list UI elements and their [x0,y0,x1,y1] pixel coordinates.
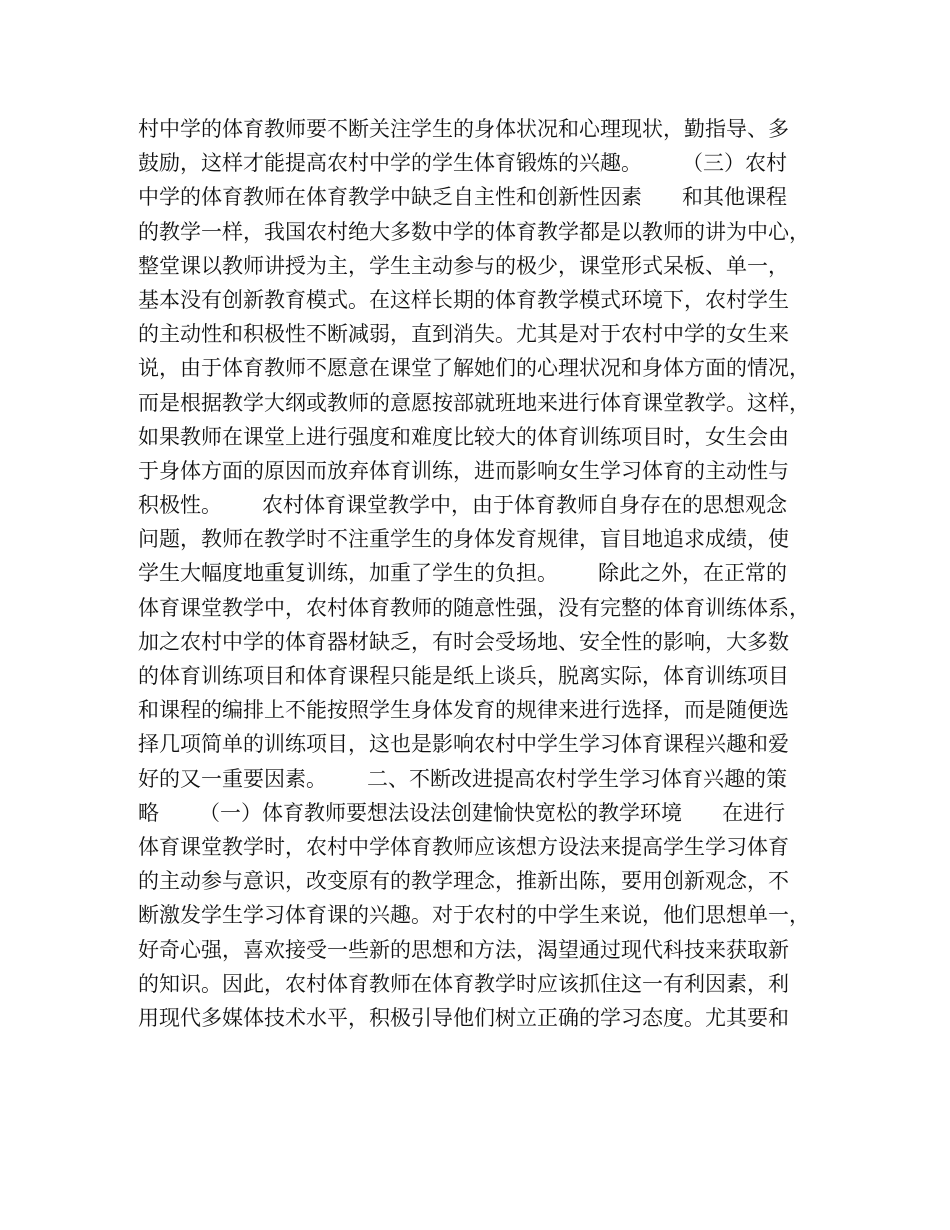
text-line: 问题，教师在教学时不注重学生的身体发育规律，盲目地追求成绩，使 [138,527,789,552]
text-line: 择几项简单的训练项目，这也是影响农村中学生学习体育课程兴趣和爱 [138,732,789,757]
text-line: 体育课堂教学时，农村中学体育教师应该想方设法来提高学生学习体育 [138,834,789,859]
text-line: 说，由于体育教师不愿意在课堂了解她们的心理状况和身体方面的情况， [138,356,810,381]
text-line: 略 （一）体育教师要想法设法创建愉快宽松的教学环境 在进行 [138,800,786,825]
text-line: 用现代多媒体技术水平，积极引导他们树立正确的学习态度。尤其要和 [138,1005,789,1030]
text-line: 好的又一重要因素。 二、不断改进提高农村学生学习体育兴趣的策 [138,766,788,791]
text-line: 整堂课以教师讲授为主，学生主动参与的极少，课堂形式呆板、单一， [138,253,789,278]
text-line: 如果教师在课堂上进行强度和难度比较大的体育训练项目时，女生会由 [138,424,789,449]
text-line: 中学的体育教师在体育教学中缺乏自主性和创新性因素 和其他课程 [138,185,788,210]
text-line: 好奇心强，喜欢接受一些新的思想和方法，渴望通过现代科技来获取新 [138,937,789,962]
text-line: 的知识。因此，农村体育教师在体育教学时应该抓住这一有利因素，利 [138,971,789,996]
text-line: 的主动性和积极性不断减弱，直到消失。尤其是对于农村中学的女生来 [138,322,789,347]
text-line: 村中学的体育教师要不断关注学生的身体状况和心理现状，勤指导、多 [138,117,789,141]
text-line: 而是根据教学大纲或教师的意愿按部就班地来进行体育课堂教学。这样， [138,390,810,415]
text-line: 学生大幅度地重复训练，加重了学生的负担。 除此之外，在正常的 [138,561,788,586]
text-line: 基本没有创新教育模式。在这样长期的体育教学模式环境下，农村学生 [138,287,789,312]
text-line: 和课程的编排上不能按照学生身体发育的规律来进行选择，而是随便选 [138,698,789,723]
text-line: 断激发学生学习体育课的兴趣。对于农村的中学生来说，他们思想单一， [138,903,810,928]
text-line: 于身体方面的原因而放弃体育训练，进而影响女生学习体育的主动性与 [138,458,789,483]
text-line: 的体育训练项目和体育课程只能是纸上谈兵，脱离实际，体育训练项目 [138,664,789,688]
body-text [138,112,828,1035]
text-line: 鼓励，这样才能提高农村中学的学生体育锻炼的兴趣。 （三）农村 [138,151,788,176]
text-line: 的主动参与意识，改变原有的教学理念，推新出陈，要用创新观念，不 [138,869,789,894]
text-line: 体育课堂教学中，农村体育教师的随意性强，没有完整的体育训练体系， [138,595,810,620]
text-line: 加之农村中学的体育器材缺乏，有时会受场地、安全性的影响，大多数 [138,629,789,654]
text-line: 积极性。 农村体育课堂教学中，由于体育教师自身存在的思想观念 [138,493,788,518]
text-line: 的教学一样，我国农村绝大多数中学的体育教学都是以教师的讲为中心， [138,219,810,244]
